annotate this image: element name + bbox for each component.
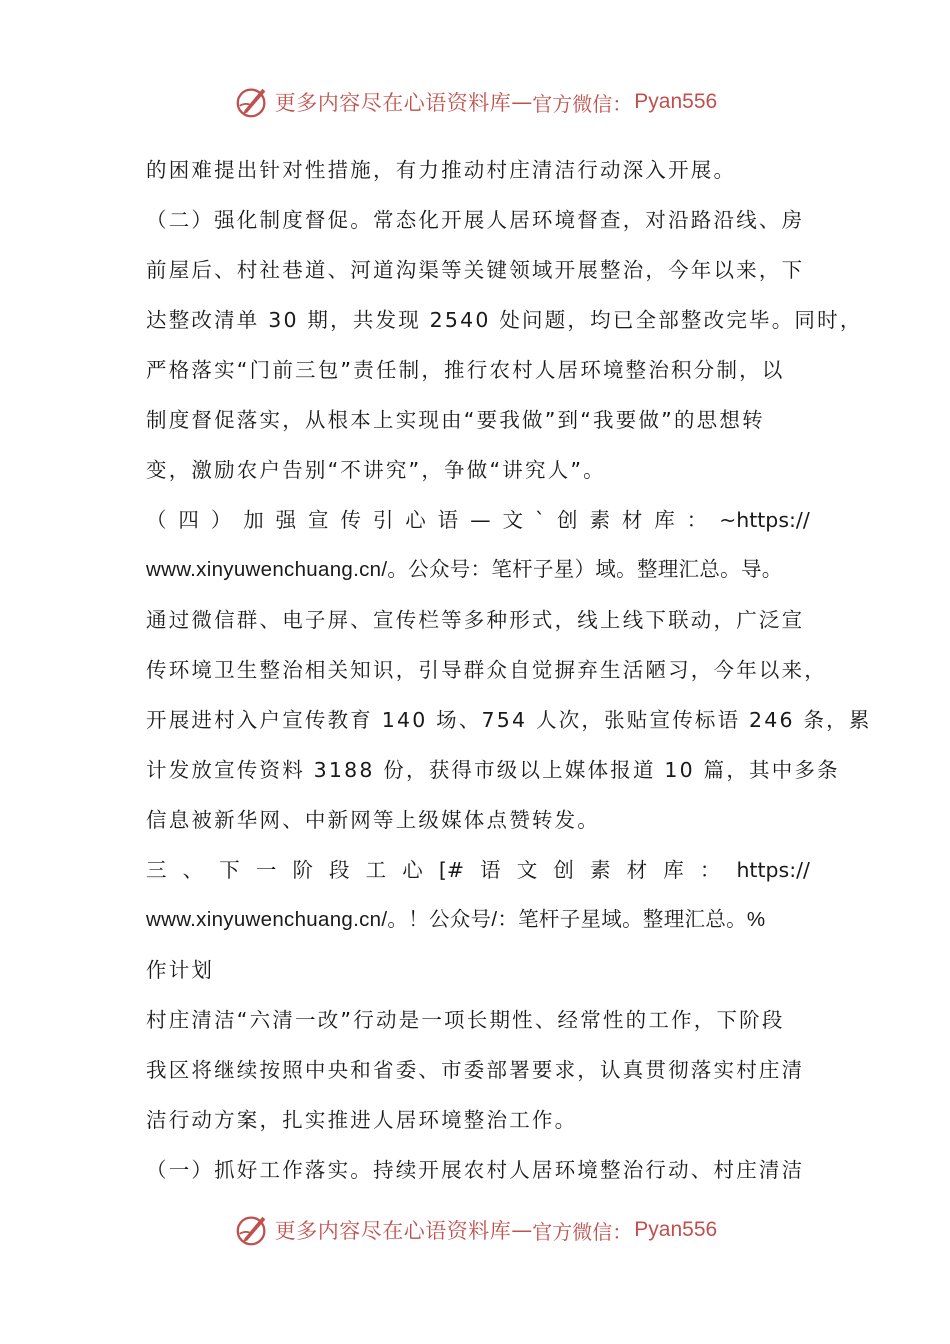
body-line: 前屋后、村社巷道、河道沟渠等关键领域开展整治，今年以来，下 — [146, 258, 805, 282]
heading-token: 一 — [255, 858, 277, 882]
quill-pen-logo-icon — [233, 83, 271, 121]
header-banner — [0, 80, 950, 124]
body-line: 洁行动方案，扎实推进人居环境整治工作。 — [146, 1108, 578, 1132]
banner-separator: — — [511, 90, 533, 114]
document-body — [146, 148, 872, 1198]
heading-token: 引 — [372, 508, 394, 532]
body-line: 作计划 — [146, 958, 215, 982]
heading-token: 三 — [146, 858, 167, 882]
heading-token: 库 — [663, 858, 684, 882]
heading-token: 创 — [553, 858, 574, 882]
banner-site-text: 更多内容尽在心语资料库 — [274, 1219, 512, 1243]
footer-banner — [0, 1208, 950, 1252]
body-line: （二）强化制度督促。常态化开展人居环境督查，对沿路沿线、房 — [146, 208, 805, 232]
body-line: 传环境卫生整治相关知识，引导群众自觉摒弃生活陋习，今年以来， — [146, 658, 827, 682]
heading-token: 心 — [405, 508, 426, 532]
body-line: 变，激励农户告别“不讲究”，争做“讲究人”。 — [146, 458, 606, 482]
heading-token: 创 — [557, 508, 578, 532]
body-line: 制度督促落实，从根本上实现由“要我做”到“我要做”的思想转 — [146, 408, 765, 432]
body-line: 的困难提出针对性措施，有力推动村庄清洁行动深入开展。 — [146, 158, 737, 182]
heading-token: ` — [534, 508, 546, 532]
heading-token: （ — [146, 508, 167, 532]
body-line: 达整改清单 30 期，共发现 2540 处问题，均已全部整改完毕。同时， — [146, 308, 863, 332]
heading-token: 语 — [437, 508, 459, 532]
heading-token: ： — [699, 858, 721, 882]
body-line: www.xinyuwenchuang.cn/。！公众号/：笔杆子星域。整理汇总。% — [146, 908, 766, 931]
heading-token: 强 — [275, 508, 297, 532]
heading-token: — — [470, 508, 491, 532]
banner-wechat-id: Pyan556 — [634, 90, 718, 113]
body-line: 开展进村入户宣传教育 140 场、754 人次，张贴宣传标语 246 条，累 — [146, 708, 872, 732]
heading-token: 心 — [402, 858, 423, 882]
banner-site-text: 更多内容尽在心语资料库 — [274, 91, 512, 115]
body-line: 村庄清洁“六清一改”行动是一项长期性、经常性的工作，下阶段 — [146, 1008, 785, 1032]
body-line: 计发放宣传资料 3188 份，获得市级以上媒体报道 10 篇，其中多条 — [146, 758, 840, 782]
heading-token: 、 — [182, 858, 204, 882]
heading-token: 材 — [626, 858, 648, 882]
heading-token: 文 — [516, 858, 538, 882]
heading-token: ： — [686, 508, 708, 532]
heading-token: 加 — [243, 508, 264, 532]
body-line: 严格落实“门前三包”责任制，推行农村人居环境整治积分制，以 — [146, 358, 785, 382]
heading-token: 语 — [480, 858, 501, 882]
banner-wechat-id: Pyan556 — [634, 1218, 718, 1241]
heading-token: 传 — [340, 508, 361, 532]
banner-wechat-label: 官方微信： — [532, 91, 633, 116]
heading-token: 宣 — [308, 508, 329, 532]
heading-token: 四 — [178, 508, 199, 532]
heading-token: ~https:// — [719, 508, 810, 532]
heading-token: 阶 — [292, 858, 313, 882]
heading-token: 库 — [654, 508, 675, 532]
body-line: 我区将继续按照中央和省委、市委部署要求，认真贯彻落实村庄清 — [146, 1058, 805, 1082]
heading-token: [# — [438, 858, 465, 882]
heading-token: 文 — [502, 508, 523, 532]
section-four-heading — [146, 498, 810, 548]
body-line: 通过微信群、电子屏、宣传栏等多种形式，线上线下联动，广泛宣 — [146, 608, 805, 632]
heading-token: 素 — [589, 508, 610, 532]
heading-token: 素 — [590, 858, 611, 882]
body-line: www.xinyuwenchuang.cn/。公众号：笔杆子星）域。整理汇总。导。 — [146, 558, 783, 581]
body-line: 信息被新华网、中新网等上级媒体点赞转发。 — [146, 808, 600, 832]
section-three-heading — [146, 848, 810, 898]
heading-token: https:// — [736, 858, 810, 882]
heading-token: 材 — [621, 508, 643, 532]
heading-token: ） — [210, 508, 232, 532]
heading-token: 工 — [365, 858, 387, 882]
banner-wechat-label: 官方微信： — [532, 1219, 633, 1244]
heading-token: 下 — [219, 858, 240, 882]
body-line: （一）抓好工作落实。持续开展农村人居环境整治行动、村庄清洁 — [146, 1158, 805, 1182]
banner-separator: — — [511, 1218, 533, 1242]
heading-token: 段 — [329, 858, 350, 882]
quill-pen-logo-icon — [233, 1211, 271, 1249]
